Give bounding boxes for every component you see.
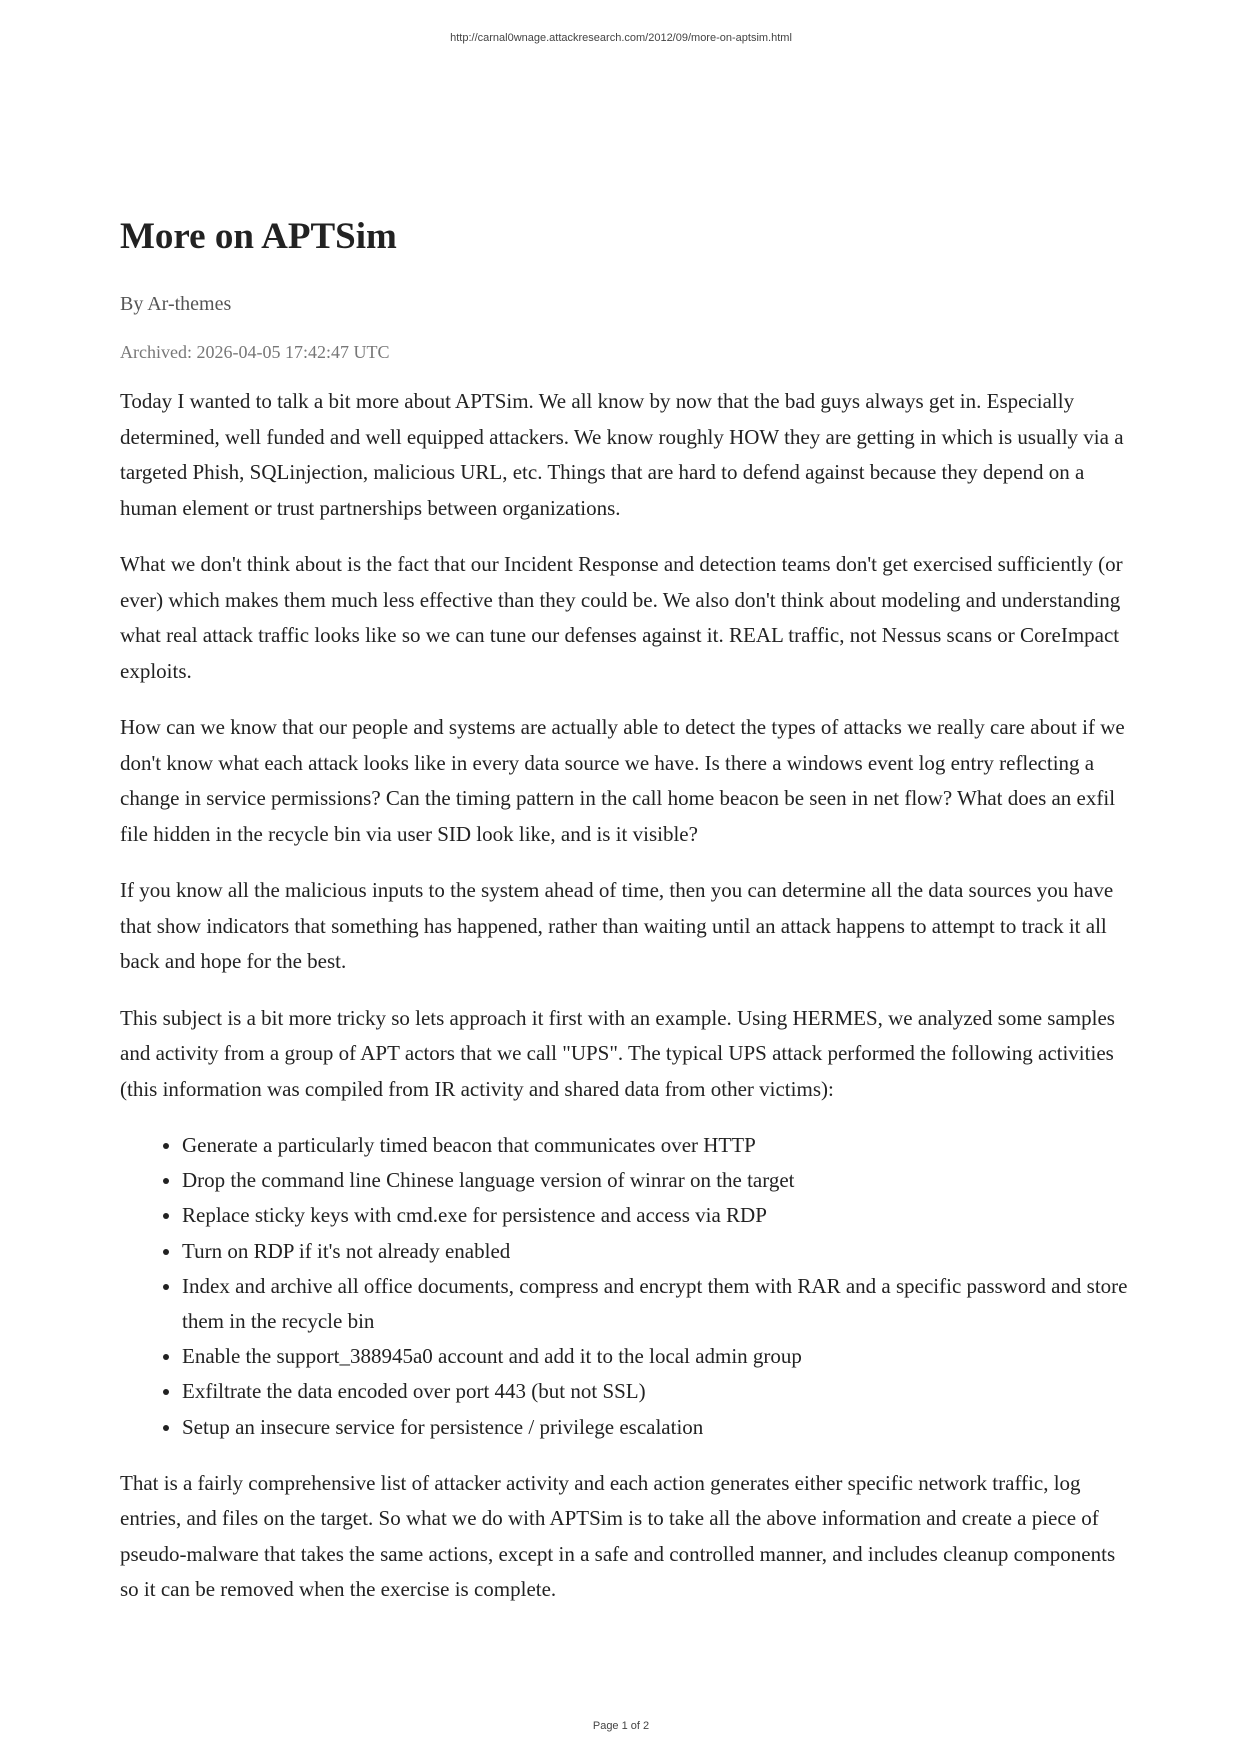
page-number: Page 1 of 2 [592, 1720, 650, 1732]
list-item: • Enable the support_388945a0 account and add it to the local admin group [182, 1339, 1135, 1374]
paragraph: If you know all the malicious inputs to the system ahead of time, then you can determine all the data sources you have that show indicators that something has happened, rather than waiting until an attack happens to attempt to track it all back and hope for the best. [120, 878, 1114, 973]
paragraph: Today I wanted to talk a bit more about APTSim. We all know by now that the bad guys always get in. Especially determined, well funded and well equipped attackers. We know roughly HOW they are getting in which is usually via a targeted Phish, SQLinjection, malicious URL, etc. Things that are hard to defend against because they depend on a human element or trust partnerships between organizations. [120, 389, 1124, 520]
activity-list [120, 1128, 1135, 1445]
paragraph: This subject is a bit more tricky so lets approach it first with an example. Using HERMES, we analyzed some samples and activity from a group of APT actors that we call "UPS". The typical UPS attack performed the following activities (this information was compiled from IR activity and shared data from other victims): [120, 1005, 1115, 1101]
list-item: • Setup an insecure service for persistence / privilege escalation [182, 1410, 1135, 1445]
paragraph: That is a fairly comprehensive list of attacker activity and each action generates either specific network traffic, log entries, and files on the target. So what we do with APTSim is to take all the above information and create a piece of pseudo-malware that takes the same actions, except in a safe and controlled manner, and includes cleanup components so it can be removed when the exercise is complete. [120, 1470, 1116, 1602]
list-item: • Replace sticky keys with cmd.exe for persistence and access via RDP [182, 1198, 1135, 1233]
archived-timestamp: Archived: 2026-04-05 17:42:47 UTC [120, 342, 390, 362]
list-item: • Turn on RDP if it's not already enabled [182, 1234, 1135, 1269]
article [120, 212, 1135, 1629]
list-item: • Index and archive all office documents, compress and encrypt them with RAR and a specific password and store them in the recycle bin [182, 1269, 1135, 1339]
article-title: More on APTSim [120, 216, 397, 257]
list-item: • Exfiltrate the data encoded over port 443 (but not SSL) [182, 1374, 1135, 1409]
paragraph: How can we know that our people and systems are actually able to detect the types of attacks we really care about if we don't know what each attack looks like in every data source we have. Is there a windows event log entry reflecting a change in service permissions? Can the timing pattern in the call home beacon be seen in net flow? What does an exfil file hidden in the recycle bin via user SID look like, and is it visible? [120, 715, 1125, 846]
source-url: http://carnal0wnage.attackresearch.com/2012/09/more-on-aptsim.html [450, 32, 792, 44]
list-item: • Drop the command line Chinese language version of winrar on the target [182, 1163, 1135, 1198]
byline: By Ar-themes [120, 293, 232, 315]
list-item: • Generate a particularly timed beacon that communicates over HTTP [182, 1128, 1135, 1163]
paragraph: What we don't think about is the fact that our Incident Response and detection teams don't get exercised sufficiently (or ever) which makes them much less effective than they could be. We also don't think about modeling and understanding what real attack traffic looks like so we can tune our defenses against it. REAL traffic, not Nessus scans or CoreImpact exploits. [120, 552, 1123, 683]
